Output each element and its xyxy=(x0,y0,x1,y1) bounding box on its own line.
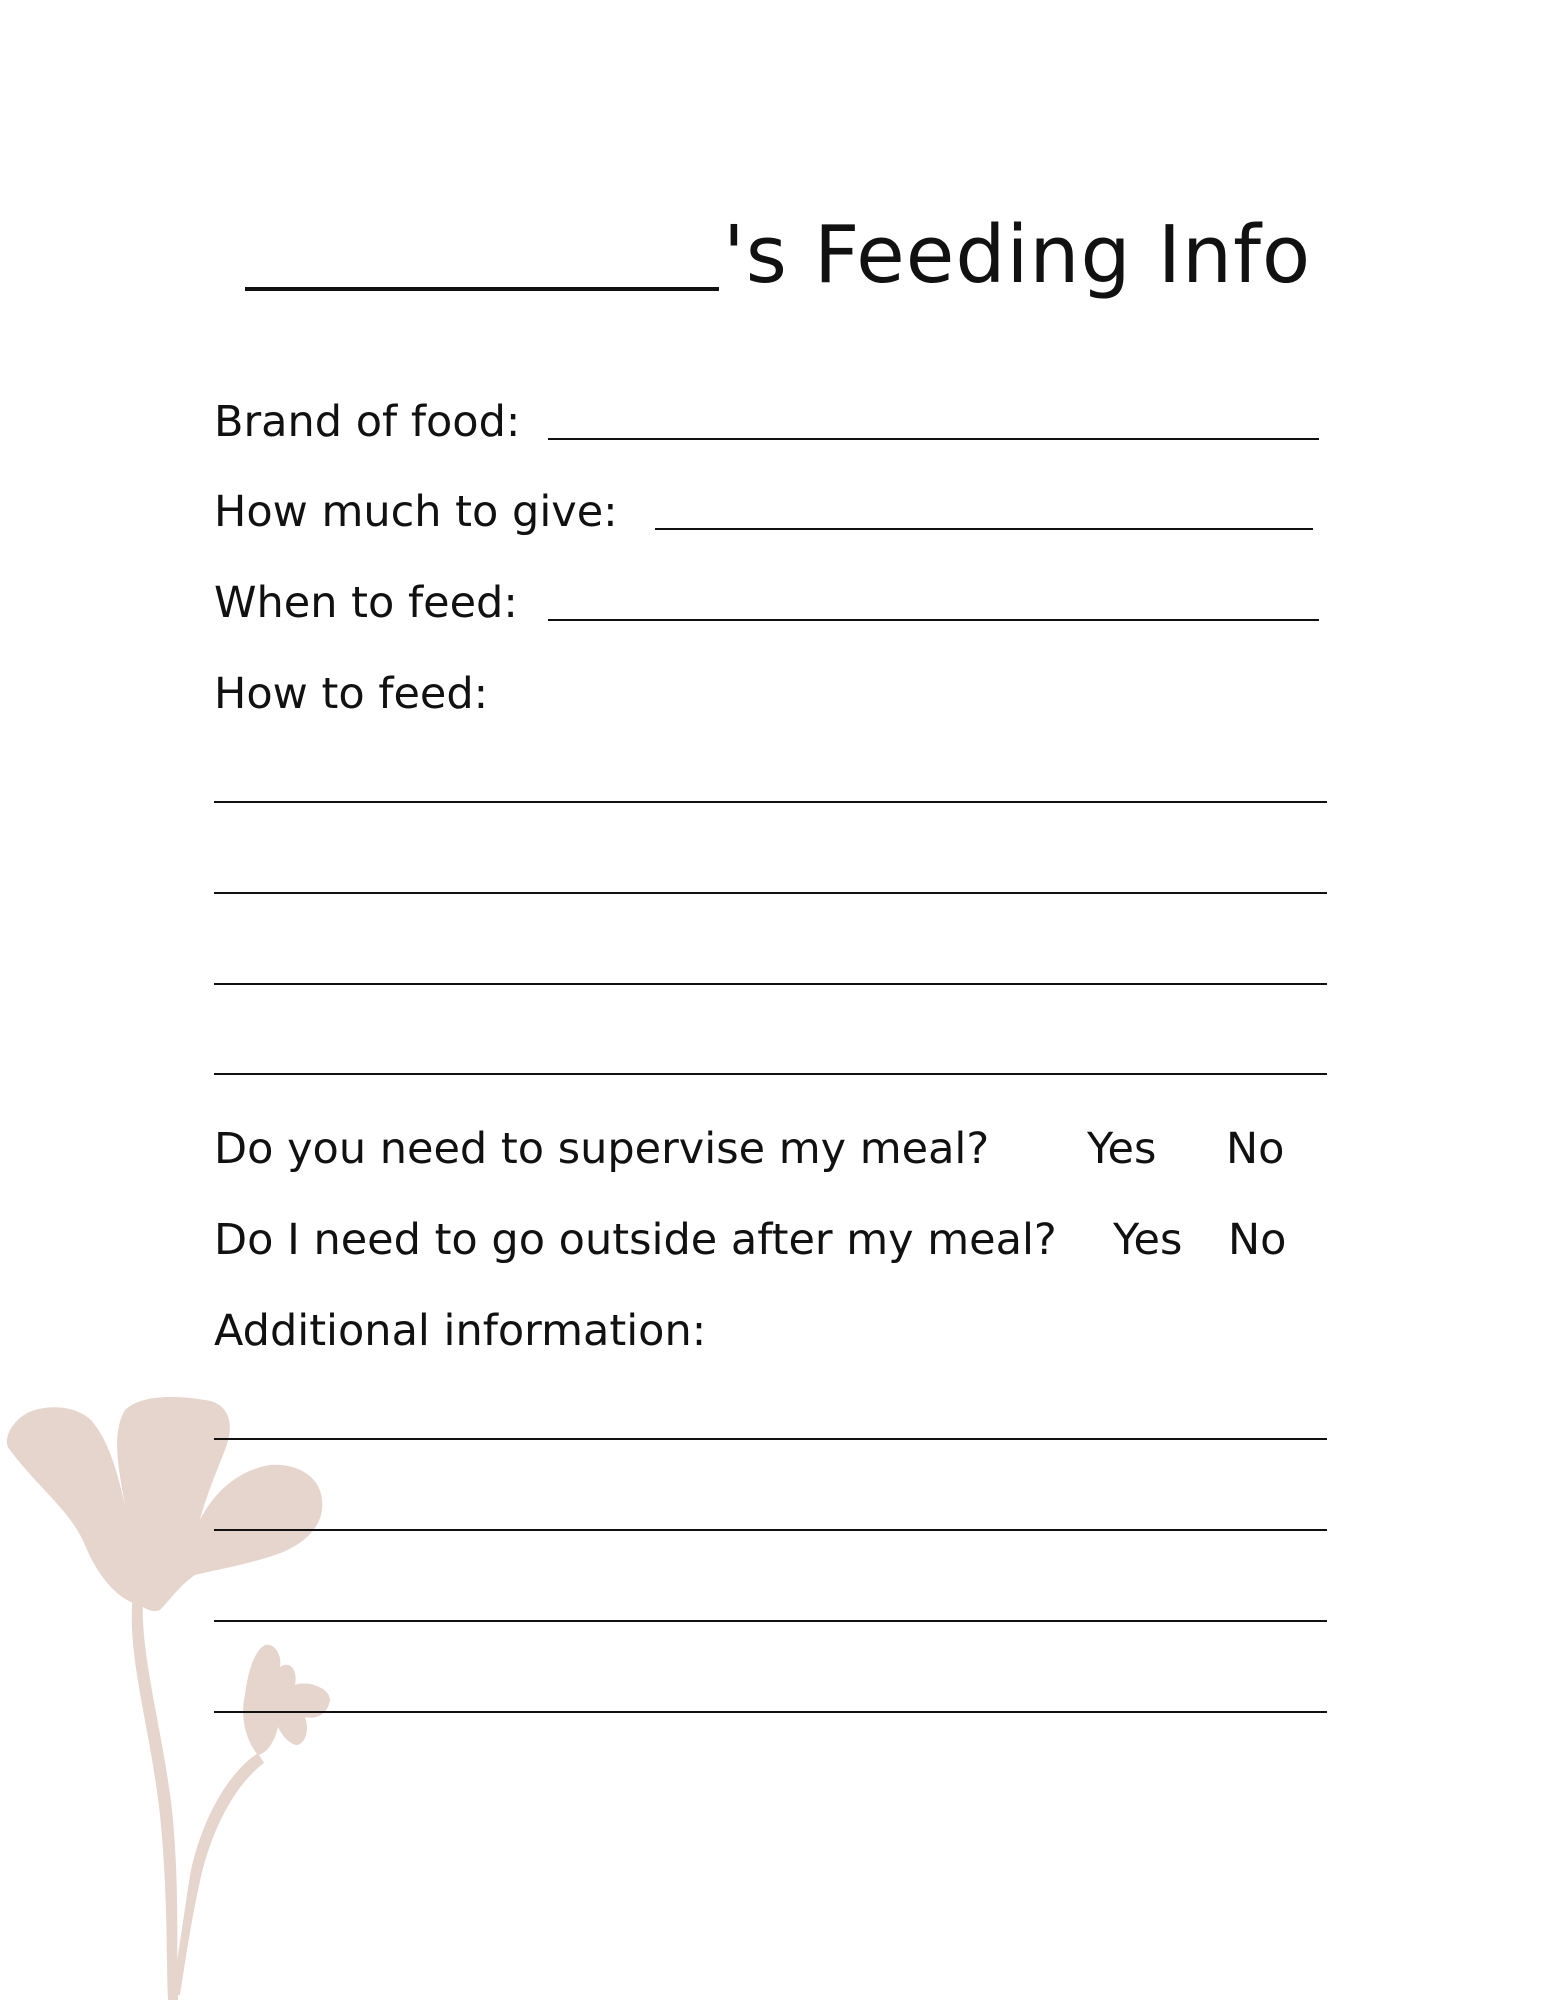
amount-input-line[interactable] xyxy=(655,528,1313,530)
how-line-3[interactable] xyxy=(214,983,1327,985)
additional-line-1[interactable] xyxy=(214,1438,1327,1440)
title-text: 's Feeding Info xyxy=(723,209,1312,301)
outside-yes-option[interactable]: Yes xyxy=(1113,1215,1183,1265)
outside-question: Do I need to go outside after my meal? xyxy=(214,1215,1057,1265)
how-line-4[interactable] xyxy=(214,1073,1327,1075)
outside-no-option[interactable]: No xyxy=(1228,1215,1287,1265)
when-label: When to feed: xyxy=(214,578,518,628)
how-line-1[interactable] xyxy=(214,801,1327,803)
amount-label: How much to give: xyxy=(214,487,618,537)
brand-label: Brand of food: xyxy=(214,397,521,447)
additional-line-4[interactable] xyxy=(214,1711,1327,1713)
additional-label: Additional information: xyxy=(214,1306,707,1356)
supervise-yes-option[interactable]: Yes xyxy=(1087,1124,1157,1174)
name-blank-line[interactable] xyxy=(245,287,719,291)
additional-line-2[interactable] xyxy=(214,1529,1327,1531)
when-input-line[interactable] xyxy=(548,619,1319,621)
flower-decoration xyxy=(0,1395,340,2000)
brand-input-line[interactable] xyxy=(548,438,1319,440)
how-line-2[interactable] xyxy=(214,892,1327,894)
supervise-no-option[interactable]: No xyxy=(1226,1124,1285,1174)
additional-line-3[interactable] xyxy=(214,1620,1327,1622)
page-title xyxy=(245,205,1312,305)
how-label: How to feed: xyxy=(214,669,489,719)
supervise-question: Do you need to supervise my meal? xyxy=(214,1124,990,1174)
